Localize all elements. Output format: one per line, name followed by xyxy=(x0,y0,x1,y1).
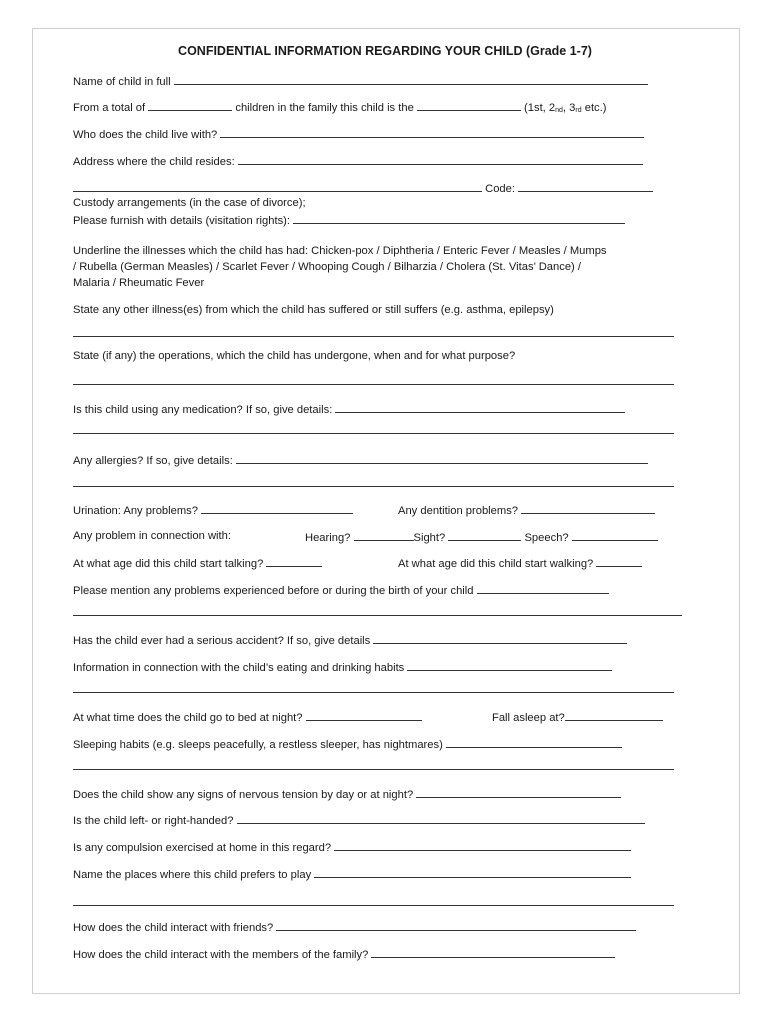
family-row xyxy=(73,946,615,962)
siblings-label-c1: (1st, 2 xyxy=(524,102,556,114)
sleeping-field-2[interactable] xyxy=(73,769,674,770)
siblings-label-b: children in the family this child is the xyxy=(235,102,414,114)
sight-field[interactable] xyxy=(448,529,521,541)
operations-field[interactable] xyxy=(73,384,674,385)
urination-row xyxy=(73,502,353,518)
illness-line-1: Underline the illnesses which the child has had: Chicken-pox / Diphtheria / Enteric Fever / Measles / Mumps xyxy=(73,245,607,257)
sight-label: Sight? xyxy=(413,532,446,544)
eating-field-2[interactable] xyxy=(73,692,674,693)
urination-label: Urination: Any problems? xyxy=(73,505,198,517)
senses-row xyxy=(305,529,658,545)
talking-field[interactable] xyxy=(266,555,322,567)
compulsion-row xyxy=(73,839,631,855)
lives-with-field[interactable] xyxy=(220,126,644,138)
allergies-field[interactable] xyxy=(236,452,648,464)
bed-label: At what time does the child go to bed at night? xyxy=(73,712,303,724)
play-field-2[interactable] xyxy=(73,905,674,906)
nervous-label: Does the child show any signs of nervous tension by day or at night? xyxy=(73,789,414,801)
nervous-field[interactable] xyxy=(416,786,621,798)
speech-field[interactable] xyxy=(572,529,658,541)
accident-field[interactable] xyxy=(373,632,627,644)
family-field[interactable] xyxy=(371,946,615,958)
sup-rd: rd xyxy=(575,107,582,114)
nervous-row xyxy=(73,786,621,802)
name-field[interactable] xyxy=(174,73,648,85)
handed-label: Is the child left- or right-handed? xyxy=(73,815,234,827)
sleeping-field[interactable] xyxy=(446,736,622,748)
other-illness-label: State any other illness(es) from which the child has suffered or still suffers (e.g. asthma, epilepsy) xyxy=(73,304,554,316)
play-field[interactable] xyxy=(314,866,631,878)
play-label: Name the places where this child prefers to play xyxy=(73,869,312,881)
custody-label-1: Custody arrangements (in the case of divorce); xyxy=(73,197,306,209)
dentition-label: Any dentition problems? xyxy=(398,505,519,517)
birth-label: Please mention any problems experienced before or during the birth of your child xyxy=(73,585,474,597)
handed-field[interactable] xyxy=(237,812,645,824)
bed-field[interactable] xyxy=(306,709,422,721)
medication-field-2[interactable] xyxy=(73,433,674,434)
bed-row xyxy=(73,709,422,725)
compulsion-field[interactable] xyxy=(334,839,631,851)
birth-row xyxy=(73,582,609,598)
play-row xyxy=(73,866,631,882)
asleep-label: Fall asleep at? xyxy=(492,712,565,724)
other-illness-field[interactable] xyxy=(73,336,674,337)
siblings-label-c3: etc.) xyxy=(581,102,607,114)
walking-field[interactable] xyxy=(596,555,642,567)
birth-field-2[interactable] xyxy=(73,615,682,616)
operations-label: State (if any) the operations, which the child has undergone, when and for what purpose? xyxy=(73,350,516,362)
friends-row xyxy=(73,919,636,935)
friends-field[interactable] xyxy=(276,919,636,931)
accident-row xyxy=(73,632,627,648)
name-label: Name of child in full xyxy=(73,76,171,88)
hearing-field[interactable] xyxy=(354,529,414,541)
custody-field[interactable] xyxy=(293,212,625,224)
sup-nd: nd xyxy=(555,107,563,114)
friends-label: How does the child interact with friends? xyxy=(73,922,274,934)
name-row xyxy=(73,73,648,89)
problem-conn-label: Any problem in connection with: xyxy=(73,530,231,542)
asleep-row xyxy=(492,709,663,725)
illness-line-2: / Rubella (German Measles) / Scarlet Fever / Whooping Cough / Bilharzia / Cholera (St. Vitas’ Dance) / xyxy=(73,261,581,273)
address-field[interactable] xyxy=(238,153,643,165)
dentition-row xyxy=(398,502,655,518)
medication-row xyxy=(73,401,625,417)
urination-field[interactable] xyxy=(201,502,353,514)
walking-label: At what age did this child start walking? xyxy=(398,558,594,570)
birth-field[interactable] xyxy=(477,582,609,594)
address-code-row xyxy=(73,180,653,196)
talking-label: At what age did this child start talking? xyxy=(73,558,264,570)
page-title: CONFIDENTIAL INFORMATION REGARDING YOUR CHILD (Grade 1-7) xyxy=(178,44,592,58)
siblings-row xyxy=(73,99,606,118)
eating-label: Information in connection with the child’s eating and drinking habits xyxy=(73,662,405,674)
sleeping-row xyxy=(73,736,622,752)
compulsion-label: Is any compulsion exercised at home in this regard? xyxy=(73,842,332,854)
code-label: Code: xyxy=(485,183,515,195)
code-field[interactable] xyxy=(518,180,653,192)
siblings-label-c2: , 3 xyxy=(562,102,576,114)
medication-field[interactable] xyxy=(335,401,625,413)
talking-row xyxy=(73,555,322,571)
custody-label-2: Please furnish with details (visitation rights): xyxy=(73,215,291,227)
accident-label: Has the child ever had a serious accident? If so, give details xyxy=(73,635,371,647)
walking-row xyxy=(398,555,642,571)
custody-row xyxy=(73,212,625,228)
handed-row xyxy=(73,812,645,828)
hearing-label: Hearing? xyxy=(305,532,351,544)
medication-label: Is this child using any medication? If so, give details: xyxy=(73,404,333,416)
address-field-2[interactable] xyxy=(73,180,482,192)
illness-line-3: Malaria / Rheumatic Fever xyxy=(73,277,205,289)
eating-row xyxy=(73,659,612,675)
sleeping-label: Sleeping habits (e.g. sleeps peacefully, a restless sleeper, has nightmares) xyxy=(73,739,443,751)
allergies-field-2[interactable] xyxy=(73,486,674,487)
family-label: How does the child interact with the members of the family? xyxy=(73,949,369,961)
address-row xyxy=(73,153,643,169)
address-label: Address where the child resides: xyxy=(73,156,235,168)
allergies-row xyxy=(73,452,648,468)
asleep-field[interactable] xyxy=(565,709,663,721)
speech-label: Speech? xyxy=(524,532,569,544)
dentition-field[interactable] xyxy=(521,502,655,514)
lives-with-label: Who does the child live with? xyxy=(73,129,218,141)
lives-with-row xyxy=(73,126,644,142)
allergies-label: Any allergies? If so, give details: xyxy=(73,455,233,467)
birth-order-field[interactable] xyxy=(417,99,521,111)
siblings-total-field[interactable] xyxy=(148,99,232,111)
siblings-label-a: From a total of xyxy=(73,102,146,114)
eating-field[interactable] xyxy=(407,659,612,671)
